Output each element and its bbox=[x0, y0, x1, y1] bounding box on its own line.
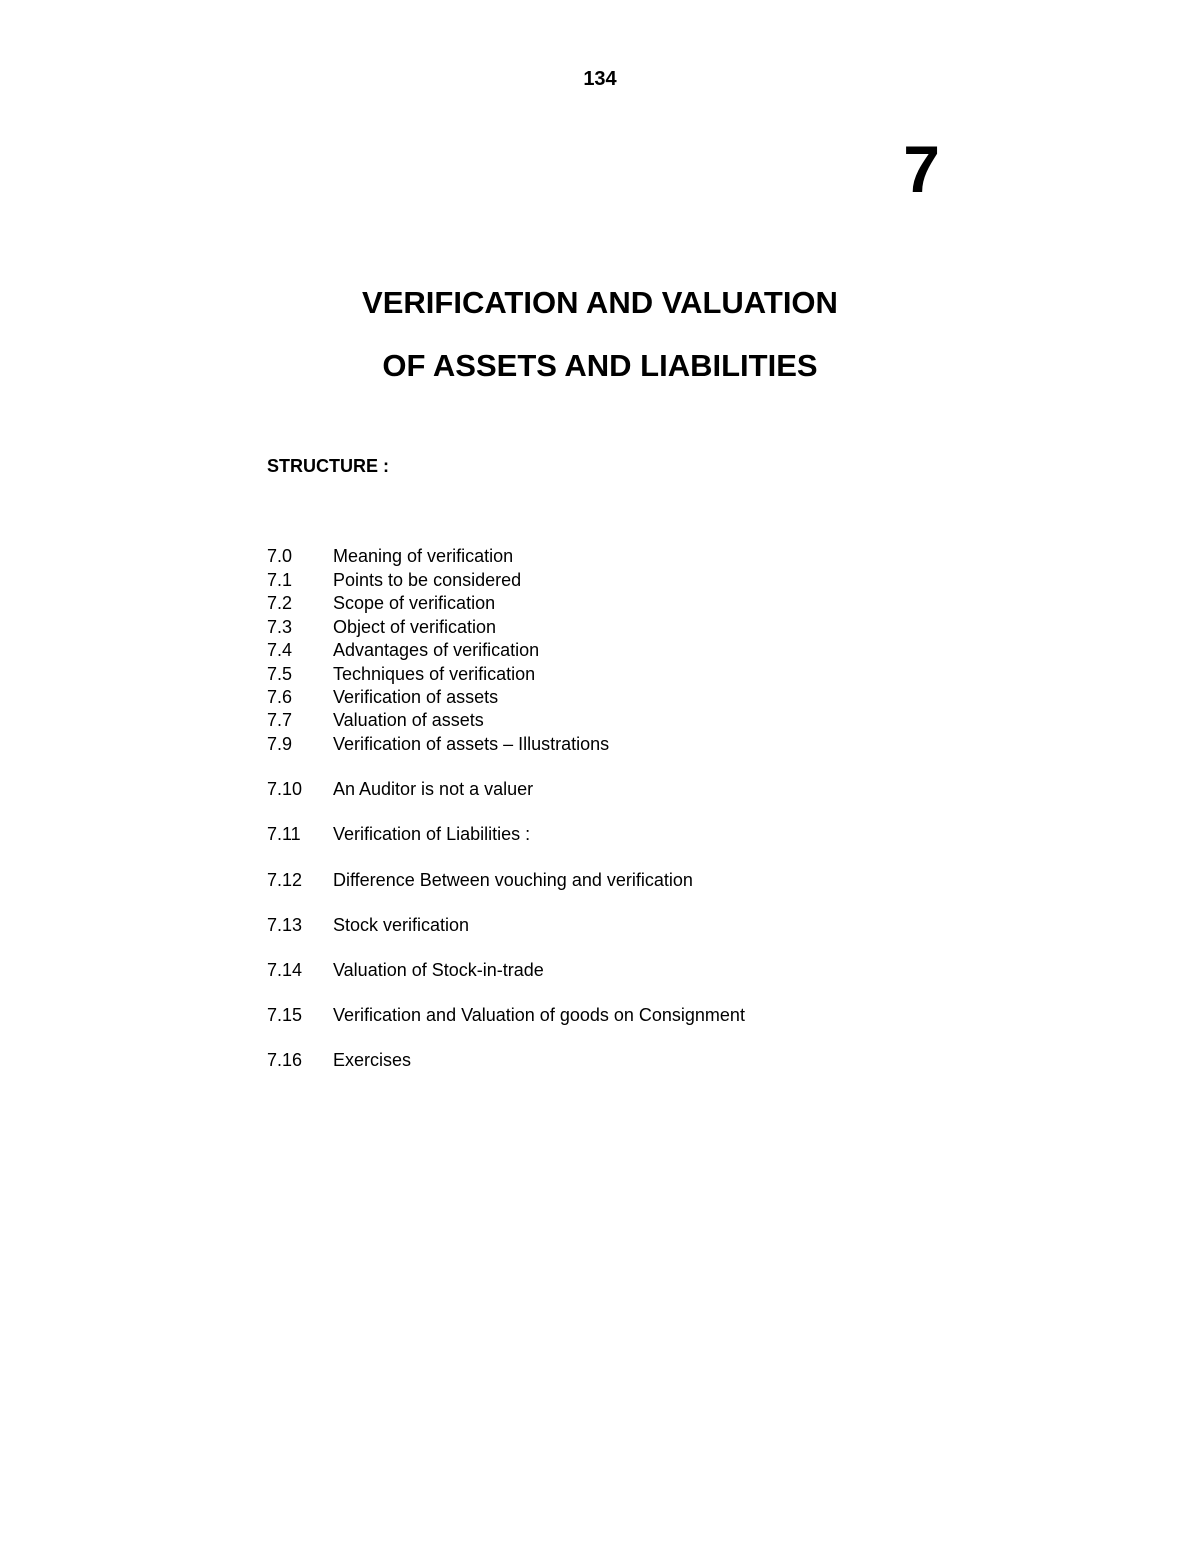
toc-item bbox=[267, 916, 469, 934]
toc-item-number: 7.11 bbox=[267, 824, 301, 844]
toc-item-text: Techniques of verification bbox=[333, 664, 536, 684]
toc-item-text: Verification of Liabilities : bbox=[333, 824, 531, 844]
toc-item bbox=[267, 711, 484, 729]
toc-item bbox=[267, 547, 513, 565]
chapter-number: 7 bbox=[903, 132, 940, 206]
toc-item-number: 7.6 bbox=[267, 687, 293, 707]
toc-item-text: Difference Between vouching and verification bbox=[333, 870, 693, 890]
toc-item-text: Verification and Valuation of goods on Consignment bbox=[333, 1005, 745, 1025]
toc-item-text: Verification of assets – Illustrations bbox=[333, 734, 610, 754]
toc-item-number: 7.9 bbox=[267, 734, 293, 754]
toc-item bbox=[267, 961, 544, 979]
toc-item-number: 7.15 bbox=[267, 1005, 303, 1025]
toc-item bbox=[267, 618, 496, 636]
toc-item-number: 7.5 bbox=[267, 664, 293, 684]
chapter-title-line-1: VERIFICATION AND VALUATION bbox=[362, 285, 838, 320]
toc-item bbox=[267, 688, 498, 706]
structure-heading: STRUCTURE : bbox=[267, 456, 389, 476]
chapter-title-line-2: OF ASSETS AND LIABILITIES bbox=[382, 348, 818, 383]
toc-item-number: 7.1 bbox=[267, 570, 293, 590]
toc-item-number: 7.4 bbox=[267, 640, 293, 660]
toc-item bbox=[267, 735, 609, 753]
toc-item bbox=[267, 665, 535, 683]
toc-item-text: Valuation of assets bbox=[333, 710, 484, 730]
toc-item bbox=[267, 641, 539, 659]
toc-item-number: 7.2 bbox=[267, 593, 293, 613]
toc-item bbox=[267, 1006, 745, 1024]
toc-item-number: 7.10 bbox=[267, 779, 303, 799]
toc-item-number: 7.14 bbox=[267, 960, 303, 980]
toc-item-text: Stock verification bbox=[333, 915, 470, 935]
toc-item-number: 7.3 bbox=[267, 617, 293, 637]
toc-item bbox=[267, 594, 495, 612]
toc-item-text: Verification of assets bbox=[333, 687, 499, 707]
toc-item-number: 7.12 bbox=[267, 870, 303, 890]
toc-item-text: Points to be considered bbox=[333, 570, 522, 590]
toc-item-number: 7.0 bbox=[267, 546, 293, 566]
toc-item-text: Exercises bbox=[333, 1050, 412, 1070]
toc-item bbox=[267, 780, 533, 798]
toc-item-text: Valuation of Stock-in-trade bbox=[333, 960, 544, 980]
toc-item-text: An Auditor is not a valuer bbox=[333, 779, 534, 799]
page-number: 134 bbox=[583, 68, 617, 90]
toc-item bbox=[267, 1051, 411, 1069]
toc-item-text: Scope of verification bbox=[333, 593, 496, 613]
toc-item bbox=[267, 825, 530, 843]
toc-item-number: 7.13 bbox=[267, 915, 303, 935]
toc-item bbox=[267, 571, 521, 589]
toc-item-text: Meaning of verification bbox=[333, 546, 514, 566]
toc-item-text: Advantages of verification bbox=[333, 640, 540, 660]
toc-item-number: 7.16 bbox=[267, 1050, 303, 1070]
toc-item-number: 7.7 bbox=[267, 710, 293, 730]
toc-item-text: Object of verification bbox=[333, 617, 497, 637]
toc-item bbox=[267, 871, 693, 889]
